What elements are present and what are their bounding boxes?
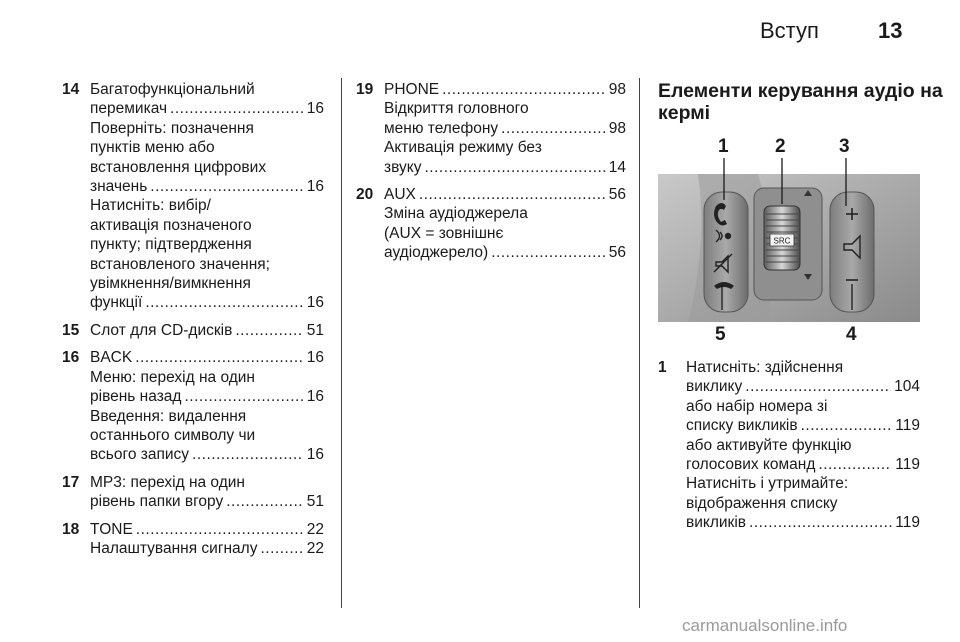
- callout-4: 4: [846, 324, 857, 345]
- index-entry: [62, 473, 324, 512]
- page-reference: 16: [306, 100, 324, 118]
- page-reference: 119: [895, 417, 920, 435]
- entry-text: Активація режиму без: [384, 139, 542, 157]
- entry-text: або активуйте функцію: [686, 436, 852, 454]
- entry-text: Натисніть: здійснення: [686, 359, 844, 376]
- page-reference: 22: [306, 539, 324, 557]
- page-reference: 56: [608, 186, 626, 204]
- page-header-title: Вступ: [760, 18, 819, 43]
- entry-text: MP3: перехід на один: [90, 473, 245, 491]
- section-title: [658, 80, 943, 124]
- entry-text: рівень папки вгору: [90, 493, 224, 511]
- entry-text: пунктів меню або: [90, 139, 215, 157]
- entry-text: меню телефону: [384, 119, 499, 137]
- entry-text: викликів: [686, 514, 747, 532]
- entry-text: активація позначеного: [90, 216, 252, 234]
- steering-controls-section: [658, 80, 943, 541]
- entry-text: функції: [90, 294, 143, 312]
- entry-line-with-page: [90, 177, 324, 196]
- entry-number: 1: [658, 359, 667, 376]
- leader-dots: [170, 99, 304, 118]
- entry-body: [90, 348, 324, 464]
- entry-line-with-page: [90, 492, 324, 511]
- leader-dots: [442, 80, 606, 99]
- left-button-pod: [704, 192, 748, 312]
- entry-text: Багатофункціональний: [90, 81, 255, 98]
- index-entry: [658, 358, 920, 533]
- entry-text: останнього символу чи: [90, 426, 256, 444]
- leader-dots: [235, 321, 303, 340]
- entry-text: голосових команд: [686, 456, 816, 474]
- entry-text: пункту; підтвердження: [90, 236, 252, 254]
- entry-line-with-page: [686, 455, 920, 474]
- entry-line-with-page: [90, 293, 324, 312]
- page-number: 13: [878, 18, 903, 43]
- entry-body: [384, 185, 626, 263]
- column-divider: [341, 78, 342, 608]
- index-column-2: [356, 80, 626, 271]
- page-reference: 51: [306, 493, 324, 511]
- entry-body: [686, 358, 920, 533]
- page-reference: 51: [306, 321, 324, 339]
- entry-line-with-page: [384, 185, 626, 204]
- column-divider: [639, 78, 640, 608]
- entry-text: виклику: [686, 378, 743, 396]
- leader-dots: [491, 243, 606, 262]
- entry-text: встановленого значення;: [90, 255, 270, 273]
- entry-line-with-page: [686, 377, 920, 396]
- entry-text: TONE: [90, 520, 133, 538]
- watermark: carmanualsonline.info: [682, 616, 848, 635]
- entry-line-with-page: [90, 387, 324, 406]
- page-reference: 98: [608, 119, 626, 137]
- entry-line-with-page: [384, 243, 626, 262]
- entry-text: значень: [90, 178, 148, 196]
- leader-dots: [424, 158, 605, 177]
- entry-text: Натисніть і утримайте:: [686, 475, 849, 493]
- entry-text: Відкриття головного: [384, 100, 529, 118]
- entry-text: Поверніть: позначення: [90, 119, 254, 137]
- page-reference: 22: [306, 520, 324, 538]
- leader-dots: [801, 416, 893, 435]
- leader-dots: [745, 377, 891, 396]
- leader-dots: [136, 520, 304, 539]
- entry-text: рівень назад: [90, 388, 182, 406]
- index-entry: [356, 185, 626, 263]
- entry-line-with-page: [90, 445, 324, 464]
- page-header: [0, 14, 960, 50]
- leader-dots: [226, 492, 304, 511]
- callout-3: 3: [839, 136, 850, 157]
- page-reference: 16: [306, 446, 324, 464]
- entry-line-with-page: [686, 513, 920, 532]
- entry-text: (AUX = зовнішнє: [384, 224, 504, 242]
- callout-5: 5: [715, 324, 726, 345]
- entry-body: [90, 80, 324, 313]
- page-reference: 98: [608, 81, 626, 98]
- entry-number: 14: [62, 81, 80, 98]
- entry-text: BACK: [90, 349, 133, 367]
- entry-line-with-page: [90, 539, 324, 558]
- leader-dots: [150, 177, 303, 196]
- callout-2: 2: [775, 136, 786, 157]
- entry-line-with-page: [686, 416, 920, 435]
- entry-number: 17: [62, 473, 80, 491]
- section-title-line: кермі: [658, 102, 711, 124]
- entry-line-with-page: [90, 348, 324, 367]
- page-reference: 16: [306, 294, 324, 312]
- leader-dots: [260, 539, 303, 558]
- index-entry: [62, 80, 324, 313]
- page-reference: 56: [608, 244, 626, 262]
- entry-number: 20: [356, 186, 374, 204]
- entry-line-with-page: [90, 99, 324, 118]
- entry-text: Введення: видалення: [90, 407, 247, 425]
- leader-dots: [419, 185, 606, 204]
- leader-dots: [818, 455, 892, 474]
- index-column-1: [62, 80, 324, 566]
- entry-number: 19: [356, 81, 374, 98]
- entry-text: всього запису: [90, 446, 190, 464]
- entry-text: Зміна аудіоджерела: [384, 205, 528, 223]
- page-reference: 14: [608, 158, 626, 176]
- index-entry: [62, 348, 324, 464]
- entry-text: встановлення цифрових: [90, 158, 267, 176]
- leader-dots: [184, 387, 303, 406]
- entry-text: звуку: [384, 158, 422, 176]
- page-reference: 16: [306, 349, 324, 367]
- leader-dots: [135, 348, 304, 367]
- entry-body: [90, 473, 324, 512]
- entry-text: перемикач: [90, 100, 168, 118]
- entry-text: або набір номера зі: [686, 397, 828, 415]
- steering-wheel-controls-illustration: [658, 134, 920, 346]
- entry-line-with-page: [90, 321, 324, 340]
- leader-dots: [501, 119, 606, 138]
- entry-text: Меню: перехід на один: [90, 368, 255, 386]
- page-reference: 16: [306, 388, 324, 406]
- section-title-line: Елементи керування аудіо на: [658, 80, 943, 102]
- page-reference: 119: [895, 456, 920, 474]
- index-entry: [62, 520, 324, 559]
- entry-number: 16: [62, 349, 80, 367]
- entry-body: [90, 321, 324, 340]
- page-reference: 119: [895, 514, 920, 532]
- steering-controls-list: [658, 358, 920, 533]
- entry-line-with-page: [384, 119, 626, 138]
- entry-text: PHONE: [384, 81, 440, 98]
- entry-text: AUX: [384, 186, 416, 204]
- leader-dots: [145, 293, 303, 312]
- entry-line-with-page: [90, 520, 324, 539]
- leader-dots: [749, 513, 892, 532]
- index-entry: [356, 80, 626, 177]
- entry-text: відображення списку: [686, 494, 838, 512]
- index-entry: [62, 321, 324, 340]
- entry-body: [384, 80, 626, 177]
- entry-text: аудіоджерело): [384, 244, 489, 262]
- entry-number: 18: [62, 520, 80, 538]
- leader-dots: [192, 445, 304, 464]
- entry-text: увімкнення/вимкнення: [90, 275, 251, 293]
- entry-text: Натисніть: вибір/: [90, 197, 211, 215]
- entry-line-with-page: [384, 80, 626, 99]
- entry-number: 15: [62, 321, 80, 339]
- page-reference: 16: [306, 178, 324, 196]
- entry-body: [90, 520, 324, 559]
- page-reference: 104: [894, 378, 920, 396]
- entry-text: Налаштування сигналу: [90, 539, 258, 557]
- entry-text: списку викликів: [686, 417, 798, 435]
- entry-text: Слот для CD-дисків: [90, 321, 233, 339]
- callout-1: 1: [718, 136, 729, 157]
- entry-line-with-page: [384, 158, 626, 177]
- src-button-text: SRC: [773, 236, 791, 246]
